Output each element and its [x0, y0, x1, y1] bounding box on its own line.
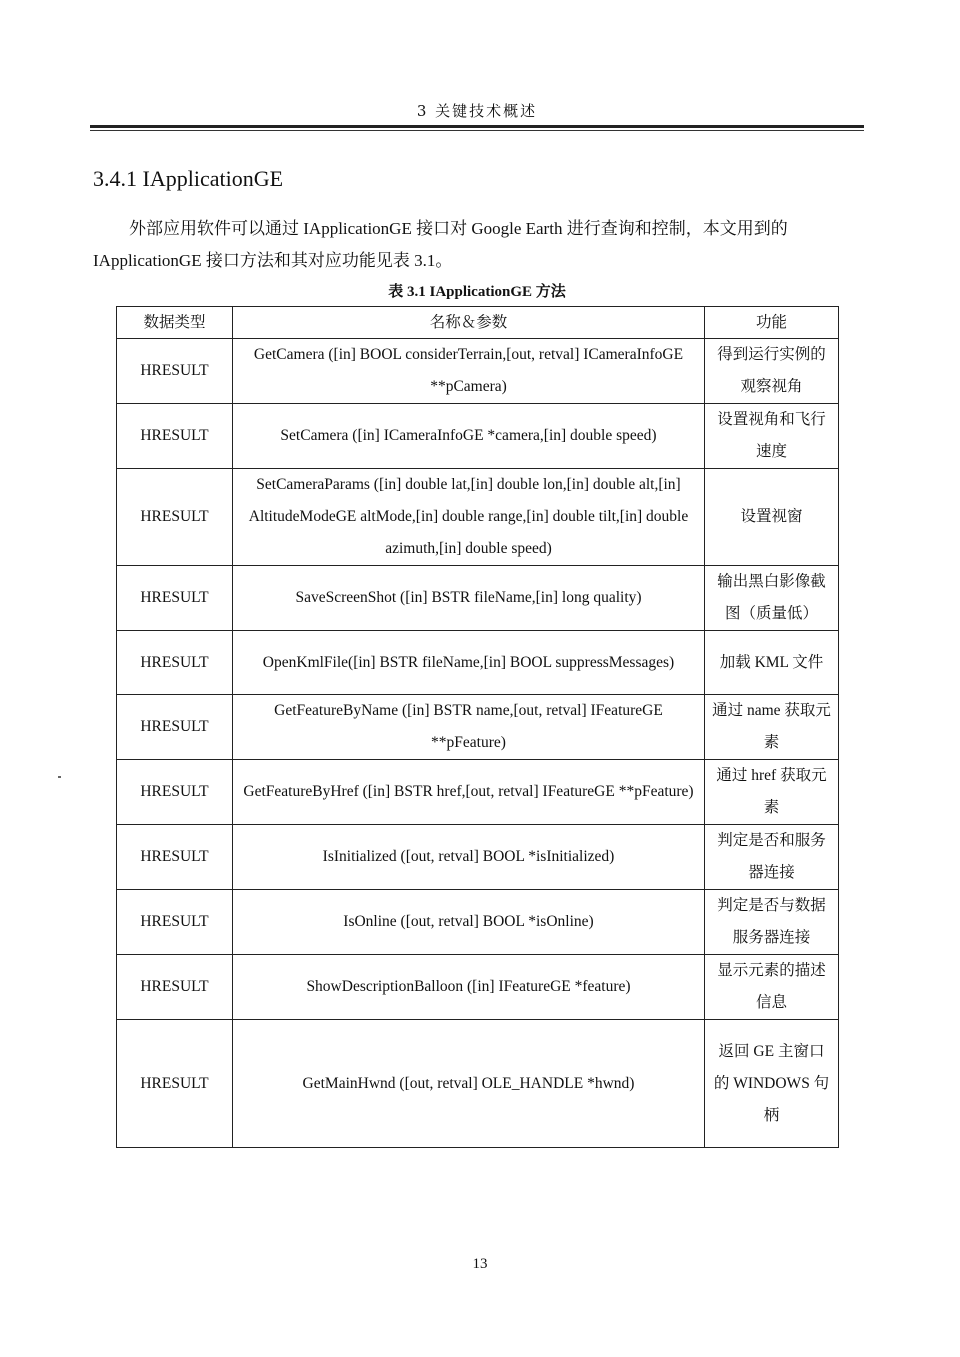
- cell-type: HRESULT: [117, 339, 233, 404]
- margin-mark: [58, 776, 61, 778]
- cell-function: 判定是否与数据服务器连接: [705, 890, 839, 955]
- table-row: [117, 469, 839, 566]
- cell-type: HRESULT: [117, 760, 233, 825]
- cell-method: GetFeatureByHref ([in] BSTR href,[out, retval] IFeatureGE **pFeature): [233, 760, 705, 825]
- cell-method: SetCamera ([in] ICameraInfoGE *camera,[in] double speed): [233, 404, 705, 469]
- cell-method: IsOnline ([out, retval] BOOL *isOnline): [233, 890, 705, 955]
- cell-type: HRESULT: [117, 1020, 233, 1148]
- table-row: [117, 404, 839, 469]
- table-row: [117, 1020, 839, 1148]
- cell-type: HRESULT: [117, 825, 233, 890]
- cell-type: HRESULT: [117, 955, 233, 1020]
- header-rule-thin: [90, 130, 864, 131]
- table-row: [117, 695, 839, 760]
- cell-method: OpenKmlFile([in] BSTR fileName,[in] BOOL suppressMessages): [233, 631, 705, 695]
- paragraph-text: 外部应用软件可以通过 IApplicationGE 接口对 Google Earth 进行查询和控制，本文用到的 IApplicationGE 接口方法和其对应功能见表 3.1。: [93, 219, 788, 270]
- cell-function: 加载 KML 文件: [705, 631, 839, 695]
- cell-method: SetCameraParams ([in] double lat,[in] double lon,[in] double alt,[in] AltitudeModeGE altMode,[in] double range,[in] double tilt,[in] double azimuth,[in] double speed): [233, 469, 705, 566]
- cell-function: 设置视角和飞行速度: [705, 404, 839, 469]
- table-row: [117, 825, 839, 890]
- cell-type: HRESULT: [117, 631, 233, 695]
- header-name-params: 名称＆参数: [233, 307, 705, 339]
- cell-function: 判定是否和服务器连接: [705, 825, 839, 890]
- table-caption: 表 3.1 IApplicationGE 方法: [388, 284, 566, 300]
- cell-function: 得到运行实例的观察视角: [705, 339, 839, 404]
- cell-type: HRESULT: [117, 695, 233, 760]
- cell-method: ShowDescriptionBalloon ([in] IFeatureGE *feature): [233, 955, 705, 1020]
- cell-method: GetCamera ([in] BOOL considerTerrain,[out, retval] ICameraInfoGE **pCamera): [233, 339, 705, 404]
- cell-type: HRESULT: [117, 890, 233, 955]
- cell-type: HRESULT: [117, 566, 233, 631]
- table-row: [117, 631, 839, 695]
- cell-method: IsInitialized ([out, retval] BOOL *isInitialized): [233, 825, 705, 890]
- section-heading: 3.4.1 IApplicationGE: [93, 166, 284, 191]
- cell-function: 设置视窗: [705, 469, 839, 566]
- cell-method: GetFeatureByName ([in] BSTR name,[out, retval] IFeatureGE **pFeature): [233, 695, 705, 760]
- table-header-row: [117, 307, 839, 339]
- table-row: [117, 890, 839, 955]
- running-header: 3 关键技术概述: [416, 102, 538, 120]
- page-number: 13: [472, 1256, 488, 1272]
- methods-table: [116, 306, 839, 1148]
- body-paragraph: [93, 213, 863, 277]
- cell-function: 通过 name 获取元素: [705, 695, 839, 760]
- cell-function: 输出黑白影像截图（质量低）: [705, 566, 839, 631]
- cell-method: SaveScreenShot ([in] BSTR fileName,[in] long quality): [233, 566, 705, 631]
- cell-function: 返回 GE 主窗口的 WINDOWS 句柄: [705, 1020, 839, 1148]
- cell-type: HRESULT: [117, 404, 233, 469]
- table-row: [117, 955, 839, 1020]
- header-rule-thick: [90, 125, 864, 128]
- table-row: [117, 339, 839, 404]
- header-data-type: 数据类型: [117, 307, 233, 339]
- table-row: [117, 566, 839, 631]
- cell-type: HRESULT: [117, 469, 233, 566]
- cell-function: 显示元素的描述信息: [705, 955, 839, 1020]
- cell-method: GetMainHwnd ([out, retval] OLE_HANDLE *hwnd): [233, 1020, 705, 1148]
- cell-function: 通过 href 获取元素: [705, 760, 839, 825]
- header-function: 功能: [705, 307, 839, 339]
- table-row: [117, 760, 839, 825]
